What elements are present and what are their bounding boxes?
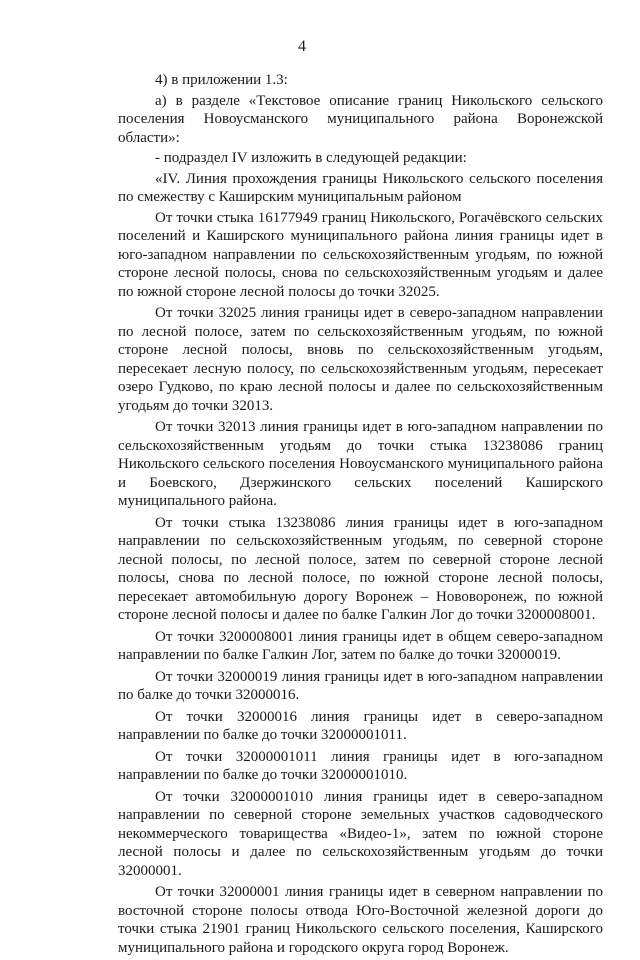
document-body bbox=[118, 71, 603, 960]
paragraph: От точки стыка 16177949 границ Никольского, Рогачёвского сельских поселений и Каширского муниципального района линия границы идет в юго-западном направлении по сельскохозяйственным угодьям, по южной стороне лесной полосы, снова по сельскохозяйственным угодьям и далее по южной стороне лесной полосы до точки 32025. bbox=[118, 209, 603, 300]
paragraph: От точки 3200008001 линия границы идет в общем северо-западном направлении по балке Галкин Лог, затем по балке до точки 32000019. bbox=[118, 628, 603, 663]
list-item-instruction: - подраздел IV изложить в следующей редакции: bbox=[155, 150, 467, 166]
page-number: 4 bbox=[298, 38, 306, 55]
paragraph: От точки 32000001 линия границы идет в северном направлении по восточной стороне полосы отвода Юго-Восточной железной дороги до точки стыка 21901 границ Никольского сельского поселения, Каширского муниципального района и городского округа город Воронеж. bbox=[118, 884, 603, 956]
paragraph: От точки 32013 линия границы идет в юго-западном направлении по сельскохозяйственным угодьям до точки стыка 13238086 границ Никольского сельского поселения Новоусманского муниципального района и Боевского, Дзержинского сельских поселений Каширского муниципального района. bbox=[118, 419, 603, 509]
paragraph: От точки 32000001010 линия границы идет в северо-западном направлении по северной стороне земельных участков садоводческого некоммерческого товарищества «Видео-1», затем по южной стороне лесной полосы и далее по сельскохозяйственным угодьям до точки 32000001. bbox=[118, 788, 603, 879]
paragraph: От точки стыка 13238086 линия границы идет в юго-западном направлении по сельскохозяйственным угодьям, по северной стороне лесной полосы, по лесной полосе, затем по северной стороне лесной полосы, снова по лесной полосе, по южной стороне лесной полосы, пересекает автомобильную дорогу Воронеж – Нововоронеж, по южной стороне лесной полосы и далее по балке Галкин Лог до точки 3200008001. bbox=[118, 514, 603, 623]
section-heading: «IV. Линия прохождения границы Никольского сельского поселения по смежеству с Каширским муниципальным районом bbox=[118, 170, 603, 205]
paragraph: От точки 32025 линия границы идет в северо-западном направлении по лесной полосе, затем по сельскохозяйственным угодьям, по южной стороне лесной полосы, вновь по сельскохозяйственным угодьям, пересекает лесную полосу, по сельскохозяйственным угодьям, пересекает озеро Гудково, по краю лесной полосы и далее по сельскохозяйственным угодьям до точки 32013. bbox=[118, 305, 603, 414]
paragraph: От точки 32000019 линия границы идет в юго-западном направлении по балке до точки 32000016. bbox=[118, 668, 603, 703]
paragraph: От точки 32000001011 линия границы идет в юго-западном направлении по балке до точки 32000001010. bbox=[118, 748, 603, 783]
paragraph: От точки 32000016 линия границы идет в северо-западном направлении по балке до точки 32000001011. bbox=[118, 708, 603, 743]
list-item-section: а) в разделе «Текстовое описание границ Никольского сельского поселения Новоусманского муниципального района Воронежской области»: bbox=[118, 92, 603, 146]
list-item-amendment: 4) в приложении 1.3: bbox=[155, 72, 288, 88]
